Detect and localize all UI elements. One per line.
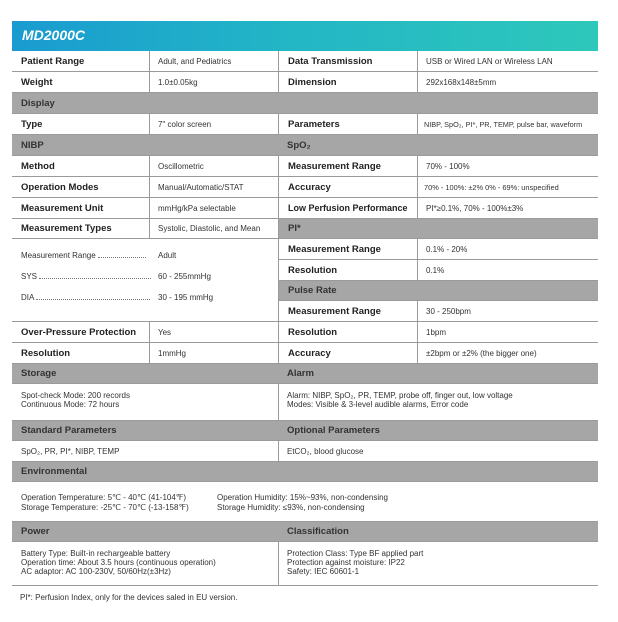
spo2-accuracy-label: Accuracy <box>288 181 331 193</box>
spo2-lowperf-value: PI*≥0.1%, 70% - 100%±3% <box>426 203 524 213</box>
row-weight <box>12 72 598 93</box>
nibp-dia-value: 30 - 195 mmHg <box>158 293 214 302</box>
storage-heading: Storage <box>21 368 57 379</box>
overpressure-value: Yes <box>158 327 172 337</box>
classification-line-3: Safety: IEC 60601-1 <box>287 567 360 576</box>
storage-line-1: Spot-check Mode: 200 records <box>21 391 130 400</box>
nibp-resolution-label: Resolution <box>21 347 71 359</box>
power-heading: Power <box>21 526 50 537</box>
display-heading: Display <box>21 97 55 109</box>
nibp-modes-label: Operation Modes <box>21 181 99 193</box>
overpressure-label: Over-Pressure Protection <box>21 326 137 338</box>
spo2-range-value: 70% - 100% <box>426 161 470 171</box>
storage-line-2: Continuous Mode: 72 hours <box>21 400 120 409</box>
display-type-label: Type <box>21 118 43 130</box>
classification-heading: Classification <box>287 526 349 537</box>
nibp-types-value: Systolic, Diastolic, and Mean <box>158 224 261 233</box>
row-pi-range <box>279 239 598 260</box>
env-st-temp: Storage Temperature: -25℃ - 70℃ (-13-158℉) <box>21 503 189 512</box>
patient-range-label: Patient Range <box>21 55 85 67</box>
environmental-heading: Environmental <box>21 466 87 477</box>
nibp-sys-label: SYS <box>21 272 153 282</box>
patient-range-value: Adult, and Pediatrics <box>158 56 232 66</box>
row-nibp-modes <box>12 177 598 198</box>
env-st-humidity: Storage Humidity: ≤93%, non-condensing <box>217 503 365 512</box>
data-transmission-value: USB or Wired LAN or Wireless LAN <box>426 56 553 66</box>
nibp-resolution-value: 1mmHg <box>158 348 187 358</box>
power-line-2: Operation time: About 3.5 hours (continuous operation) <box>21 558 216 567</box>
pr-accuracy-label: Accuracy <box>288 347 331 359</box>
product-title: MD2000C <box>22 27 86 43</box>
row-parameters <box>12 441 598 462</box>
alarm-line-1: Alarm: NIBP, SpO₂, PR, TEMP, probe off, finger out, low voltage <box>287 391 513 400</box>
pulse-rate-heading: Pulse Rate <box>288 285 337 296</box>
nibp-range-value: Adult <box>158 251 177 260</box>
spo2-lowperf-label: Low Perfusion Performance <box>288 203 408 213</box>
section-environmental <box>12 462 598 482</box>
nibp-method-value: Oscillometric <box>158 161 204 171</box>
pi-range-value: 0.1% - 20% <box>426 244 468 254</box>
optional-params-value: EtCO₂, blood glucose <box>287 446 364 456</box>
standard-params-value: SpO₂, PR, PI*, NIBP, TEMP <box>21 446 120 456</box>
env-op-temp: Operation Temperature: 5℃ - 40℃ (41-104℉) <box>21 493 187 502</box>
weight-label: Weight <box>21 76 53 88</box>
nibp-types-label: Measurement Types <box>21 223 112 234</box>
pi-range-label: Measurement Range <box>288 243 381 255</box>
pr-range-value: 30 - 250bpm <box>426 306 471 316</box>
row-pi-resolution <box>279 260 598 281</box>
nibp-range-label: Measurement Range <box>21 251 148 261</box>
weight-value: 1.0±0.05kg <box>158 77 198 87</box>
data-transmission-label: Data Transmission <box>288 55 373 67</box>
pi-resolution-value: 0.1% <box>426 265 445 275</box>
nibp-unit-label: Measurement Unit <box>21 202 104 214</box>
row-nibp-types <box>12 219 598 239</box>
spo2-heading: SpO₂ <box>287 139 311 151</box>
row-overpressure <box>12 322 598 343</box>
section-nibp-spo2 <box>12 135 598 156</box>
env-op-humidity: Operation Humidity: 15%~93%, non-condensing <box>217 493 388 502</box>
section-display <box>12 93 598 114</box>
nibp-dia-label: DIA <box>21 293 152 303</box>
section-parameters <box>12 421 598 441</box>
row-display-type <box>12 114 598 135</box>
nibp-method-label: Method <box>21 160 55 172</box>
nibp-sys-value: 60 - 255mmHg <box>158 272 211 281</box>
spo2-range-label: Measurement Range <box>288 160 381 172</box>
standard-params-heading: Standard Parameters <box>21 425 117 436</box>
classification-line-2: Protection against moisture: IP22 <box>287 558 405 567</box>
display-parameters-value: NIBP, SpO₂, PI*, PR, TEMP, pulse bar, waveform <box>424 119 583 129</box>
section-pulse-rate <box>279 281 598 301</box>
pr-resolution-value: 1bpm <box>426 327 447 337</box>
power-line-3: AC adaptor: AC 100-230V, 50/60Hz(±3Hz) <box>21 567 171 576</box>
title-banner <box>12 21 598 51</box>
optional-params-heading: Optional Parameters <box>287 425 380 436</box>
classification-line-1: Protection Class: Type BF applied part <box>287 549 424 558</box>
nibp-heading: NIBP <box>21 139 44 151</box>
dimension-label: Dimension <box>288 76 337 88</box>
display-parameters-label: Parameters <box>288 118 340 130</box>
row-nibp-unit <box>12 198 598 219</box>
spo2-accuracy-value: 70% - 100%: ±2% 0% - 69%: unspecified <box>424 182 559 192</box>
display-type-value: 7" color screen <box>158 119 212 129</box>
pr-resolution-label: Resolution <box>288 326 338 338</box>
nibp-unit-value: mmHg/kPa selectable <box>158 203 236 213</box>
power-line-1: Battery Type: Built-in rechargeable battery <box>21 549 171 558</box>
row-nibp-method <box>12 156 598 177</box>
spec-sheet <box>12 51 598 586</box>
alarm-heading: Alarm <box>287 368 314 379</box>
pi-heading: PI* <box>288 223 301 234</box>
row-patient-range <box>12 51 598 72</box>
nibp-modes-value: Manual/Automatic/STAT <box>158 182 244 192</box>
section-power-classification <box>12 522 598 542</box>
pi-resolution-label: Resolution <box>288 264 338 276</box>
alarm-line-2: Modes: Visible & 3-level audible alarms, Error code <box>287 400 469 409</box>
pr-accuracy-value: ±2bpm or ±2% (the bigger one) <box>426 348 537 358</box>
pr-range-label: Measurement Range <box>288 305 381 317</box>
row-pr-range <box>12 301 598 322</box>
row-nibp-resolution <box>12 343 598 364</box>
section-storage-alarm <box>12 364 598 384</box>
dimension-value: 292x168x148±5mm <box>426 77 497 87</box>
footnote: PI*: Perfusion Index, only for the devices saled in EU version. <box>20 593 238 602</box>
